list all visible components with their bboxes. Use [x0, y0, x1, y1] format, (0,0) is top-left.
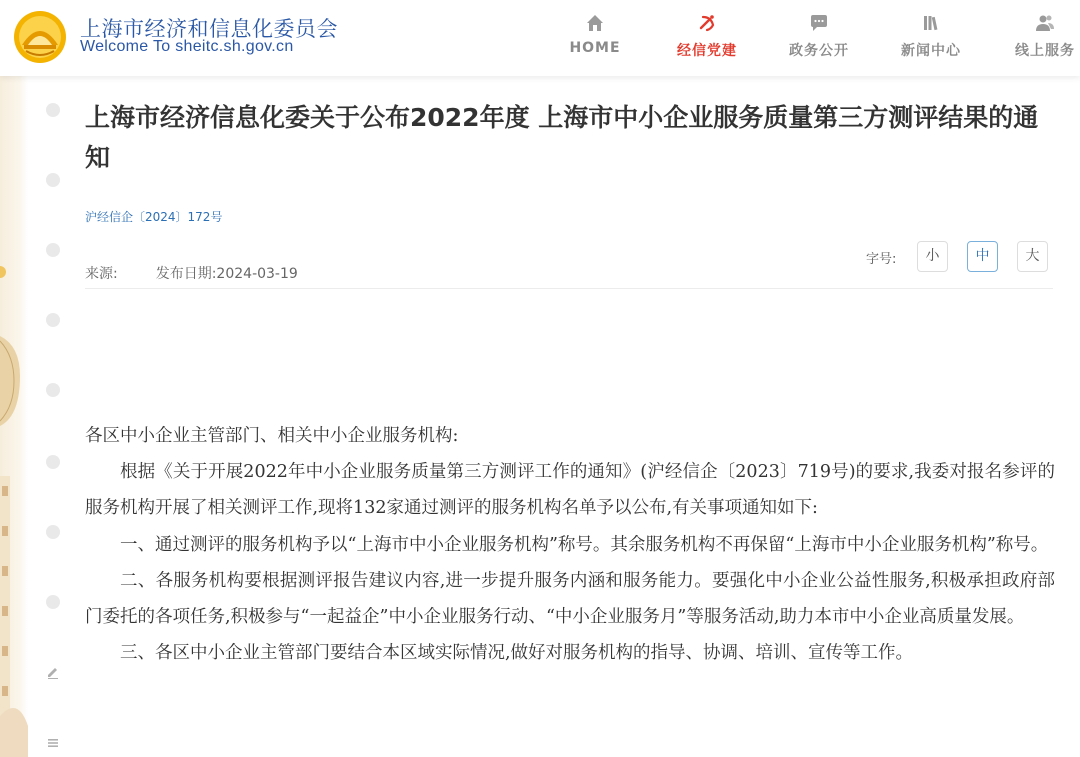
body-paragraph: 三、各区中小企业主管部门要结合本区域实际情况,做好对服务机构的指导、协调、培训、宣传等工作。 — [120, 643, 914, 664]
nav-news-label: 新闻中心 — [901, 43, 961, 59]
nav-party-label: 经信党建 — [677, 43, 737, 59]
nav-government-label: 政务公开 — [789, 43, 849, 59]
site-subtitle: Welcome To sheitc.sh.gov.cn — [80, 38, 294, 55]
rail-dot — [46, 525, 60, 539]
article-title: 上海市经济信息化委关于公布2022年度 上海市中小企业服务质量第三方测评结果的通知 — [85, 103, 1039, 172]
left-decoration — [0, 76, 28, 757]
books-icon — [921, 13, 941, 33]
divider — [85, 288, 1053, 289]
rail-dot — [46, 173, 60, 187]
rail-dot — [46, 383, 60, 397]
home-icon — [585, 13, 605, 33]
nav-online-service[interactable] — [1010, 0, 1080, 76]
font-size-small-button[interactable]: 小 — [917, 241, 948, 272]
font-size-label: 字号: — [866, 252, 897, 267]
edit-icon[interactable] — [46, 666, 60, 680]
nav-government[interactable] — [786, 0, 852, 76]
users-icon — [1035, 13, 1055, 33]
rail-dot — [46, 455, 60, 469]
body-paragraph: 二、各服务机构要根据测评报告建议内容,进一步提升服务内涵和服务能力。要强化中小企业公益性服务,积极承担政府部门委托的各项任务,积极参与“一起益企”中小企业服务行动、“中小企业服务月”等服务活动,助力本市中小企业高质量发展。 — [85, 570, 1055, 628]
menu-icon[interactable] — [46, 736, 60, 750]
publish-date: 发布日期:2024-03-19 — [155, 266, 298, 282]
article-body — [85, 418, 1055, 671]
site-logo[interactable] — [12, 9, 68, 65]
body-paragraph: 一、通过测评的服务机构予以“上海市中小企业服务机构”称号。其余服务机构不再保留“上海市中小企业服务机构”称号。 — [120, 534, 1049, 555]
source-label: 来源: — [85, 266, 118, 282]
salutation-paragraph: 各区中小企业主管部门、相关中小企业服务机构: — [85, 426, 459, 446]
nav-news[interactable] — [898, 0, 964, 76]
nav-home-label: HOME — [569, 40, 621, 56]
site-header — [0, 0, 1080, 76]
document-number: 沪经信企〔2024〕172号 — [85, 210, 223, 224]
party-emblem-icon — [697, 13, 717, 33]
building-illustration — [0, 76, 28, 757]
site-title: 上海市经济和信息化委员会 — [80, 17, 338, 41]
nav-online-service-label: 线上服务 — [1015, 43, 1075, 59]
nav-party[interactable] — [674, 0, 740, 76]
font-size-medium-button[interactable]: 中 — [967, 241, 998, 272]
font-size-large-button[interactable]: 大 — [1017, 241, 1048, 272]
rail-dot — [46, 103, 60, 117]
body-paragraph: 根据《关于开展2022年中小企业服务质量第三方测评工作的通知》(沪经信企〔2023〕719号)的要求,我委对报名参评的服务机构开展了相关测评工作,现将132家通过测评的服务机构名单予以公布,有关事项通知如下: — [85, 462, 1055, 519]
nav-home[interactable] — [566, 0, 624, 76]
rail-dot — [46, 595, 60, 609]
rail-dot — [46, 243, 60, 257]
chat-bubble-icon — [809, 13, 829, 33]
rail-dot — [46, 313, 60, 327]
article-meta — [85, 263, 298, 283]
